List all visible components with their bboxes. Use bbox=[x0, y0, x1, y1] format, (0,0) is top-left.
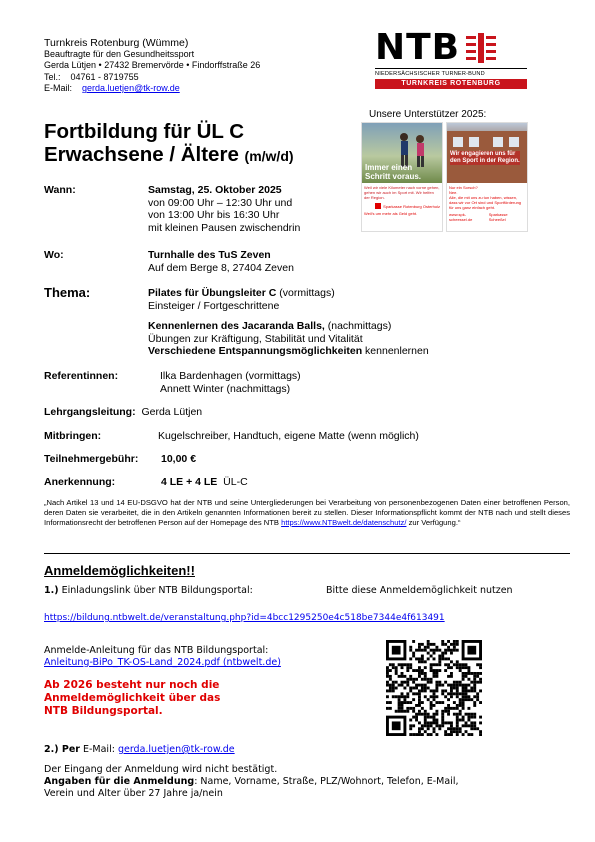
thema-2-title: Kennenlernen des Jacaranda Balls, bbox=[148, 320, 325, 332]
wo-address: Auf dem Berge 8, 27404 Zeven bbox=[148, 261, 294, 274]
email-label: E-Mail: bbox=[44, 83, 73, 94]
title-line1: Fortbildung für ÜL C bbox=[44, 120, 245, 143]
wann-time2: von 13:00 Uhr bis 16:30 Uhr bbox=[148, 209, 280, 221]
header-email-link[interactable]: gerda.luetjen@tk-row.de bbox=[82, 83, 180, 94]
section-divider bbox=[44, 553, 570, 554]
ad2-headline1: Wir engagieren uns für bbox=[450, 151, 516, 157]
ad2-body: Alle, die mit uns zu tun haben, wissen, dass wir vor Ort sind und Sportförderung für uns ganz einfach geht. bbox=[449, 195, 522, 210]
sponsor-ad-1 bbox=[361, 122, 443, 232]
ad1-brand: Sparkasse Rotenburg Osterholz bbox=[383, 203, 440, 209]
option-1-line bbox=[44, 585, 253, 597]
notice-line1: Ab 2026 besteht nur noch die bbox=[44, 679, 220, 691]
option-1-text: Einladungslink über NTB Bildungsportal: bbox=[58, 585, 253, 596]
sponsor-ad-2 bbox=[446, 122, 528, 232]
ad2-footer: www.spk-scheessel.de bbox=[449, 212, 473, 222]
referentinnen-list bbox=[160, 370, 301, 395]
qr-code-icon[interactable] bbox=[386, 640, 482, 736]
tel-label: Tel.: bbox=[44, 71, 61, 82]
ad2-brand: Sparkasse Scheeßel bbox=[488, 212, 508, 222]
wo-label: Wo: bbox=[44, 249, 64, 261]
ad1-headline1: Immer einen bbox=[365, 163, 413, 172]
option-1-number: 1.) bbox=[44, 585, 59, 596]
wo-details bbox=[148, 249, 294, 274]
ad1-headline2: Schritt voraus. bbox=[365, 172, 422, 181]
ntb-wordmark: NTB bbox=[375, 27, 461, 68]
fields-list-2: Verein und Alter über 27 Jahre ja/nein bbox=[44, 788, 223, 799]
thema-details bbox=[148, 287, 429, 358]
thema-1-title: Pilates für Übungsleiter C bbox=[148, 287, 277, 299]
ad2-line1: Nur ein Sorsch? bbox=[449, 185, 478, 190]
referentinnen-label: Referentinnen: bbox=[44, 370, 119, 382]
gebuehr-value: 10,00 € bbox=[161, 453, 197, 465]
anerkennung-le: 4 LE + 4 LE bbox=[161, 476, 218, 488]
option-2-line bbox=[44, 744, 235, 756]
wann-details bbox=[148, 184, 300, 234]
lehrgang-value: Gerda Lütjen bbox=[141, 406, 203, 418]
anerkennung-type: ÜL-C bbox=[223, 476, 248, 488]
anerkennung-label: Anerkennung: bbox=[44, 476, 116, 488]
wann-date: Samstag, 25. Oktober 2025 bbox=[148, 184, 282, 196]
option-2-email-link[interactable]: gerda.luetjen@tk-row.de bbox=[117, 744, 235, 755]
notice-2026 bbox=[44, 679, 220, 718]
ad1-body: Weil wir viele Kilometer nach vorne gehen, gehen wir auch im Sport mit. Wir helfen der Region. bbox=[364, 185, 440, 200]
mitbringen-label: Mitbringen: bbox=[44, 430, 102, 442]
fields-label: Angaben für die Anmeldung bbox=[44, 776, 195, 787]
wo-place: Turnhalle des TuS Zeven bbox=[148, 249, 271, 261]
gebuehr-label: Teilnehmergebühr: bbox=[44, 453, 139, 465]
ad1-text bbox=[362, 183, 442, 231]
portal-link[interactable]: https://bildung.ntbwelt.de/veranstaltung.php?id=4bcc1295250e4c518be7344e4f613491 bbox=[44, 613, 445, 623]
ad2-headline2: den Sport in der Region. bbox=[450, 158, 520, 164]
registration-heading: Anmeldemöglichkeiten!! bbox=[44, 563, 195, 578]
ntb-subtitle: NIEDERSÄCHSISCHER TURNER-BUND bbox=[375, 68, 527, 77]
thema-3-title: Verschiedene Entspannungsmöglichkeiten bbox=[148, 345, 363, 357]
option-2-label: E-Mail: bbox=[79, 744, 118, 755]
privacy-link[interactable]: https://www.NTBwelt.de/datenschutz/ bbox=[281, 518, 407, 527]
mitbringen-value: Kugelschreiber, Handtuch, eigene Matte (wenn möglich) bbox=[158, 430, 419, 442]
tel-line bbox=[44, 72, 260, 83]
thema-2-sub: Übungen zur Kräftigung, Stabilität und Vitalität bbox=[148, 332, 363, 345]
page-title bbox=[44, 120, 294, 168]
guide-link[interactable]: Anleitung-BiPo_TK-OS-Land_2024.pdf (ntbwelt.de) bbox=[44, 657, 281, 668]
sparkasse-logo-icon bbox=[375, 203, 381, 209]
privacy-end: zur Verfügung.“ bbox=[406, 518, 461, 527]
wann-label: Wann: bbox=[44, 184, 76, 196]
title-line2: Erwachsene / Ältere bbox=[44, 143, 239, 166]
runners-photo bbox=[362, 123, 442, 183]
lehrgang-label: Lehrgangsleitung: bbox=[44, 406, 136, 418]
referentin-2: Annett Winter (nachmittags) bbox=[160, 382, 291, 395]
ad2-line2: Nee. bbox=[449, 190, 458, 195]
org-address: Gerda Lütjen • 27432 Bremervörde • Findorffstraße 26 bbox=[44, 60, 261, 71]
portal-link-line bbox=[44, 612, 445, 624]
anerkennung-value bbox=[161, 476, 248, 489]
ad1-footer: Weil's um mehr als Geld geht. bbox=[364, 211, 418, 216]
referentin-1: Ilka Bardenhagen (vormittags) bbox=[160, 370, 301, 382]
privacy-text: „Nach Artikel 13 und 14 EU-DSGVO hat der NTB und seine Untergliederungen bei Verarbeitung von personenbezogenen Daten einer betroffenen Person, deren Daten sie verarbeitet, die in den Artikeln genannten Informationen bereit zu stellen. Dieser Informationspflicht kommt der NTB nach und stellt dieses Informationsrecht der betroffenen Person auf der Homepage des NTB bbox=[44, 498, 570, 527]
email-line bbox=[44, 83, 260, 94]
notice-line2: Anmeldemöglichkeit über das bbox=[44, 692, 221, 704]
confirm-note: Der Eingang der Anmeldung wird nicht bestätigt. bbox=[44, 764, 278, 775]
registration-info bbox=[44, 764, 570, 800]
lehrgang-row bbox=[44, 406, 202, 419]
guide-label: Anmelde-Anleitung für das NTB Bildungsportal: bbox=[44, 645, 269, 656]
thema-2-time: (nachmittags) bbox=[324, 320, 392, 332]
privacy-notice bbox=[44, 498, 570, 528]
ntb-logo-icon bbox=[466, 33, 496, 63]
building-photo bbox=[447, 123, 527, 183]
thema-3-rest: kennenlernen bbox=[362, 345, 429, 357]
title-suffix: (m/w/d) bbox=[244, 148, 294, 164]
ntb-logo bbox=[375, 27, 527, 89]
tel-value: 04761 - 8719755 bbox=[70, 71, 139, 82]
thema-label: Thema: bbox=[44, 285, 91, 300]
ad2-text bbox=[447, 183, 527, 231]
option-1-hint: Bitte diese Anmeldemöglichkeit nutzen bbox=[326, 585, 513, 596]
org-name: Turnkreis Rotenburg (Wümme) bbox=[44, 37, 189, 49]
supporters-label: Unsere Unterstützer 2025: bbox=[369, 109, 487, 120]
option-2-number: 2.) Per bbox=[44, 744, 80, 755]
notice-line3: NTB Bildungsportal. bbox=[44, 705, 163, 717]
fields-list: : Name, Vorname, Straße, PLZ/Wohnort, Telefon, E-Mail, bbox=[194, 776, 459, 787]
guide-block bbox=[44, 645, 281, 669]
wann-note: mit kleinen Pausen zwischendrin bbox=[148, 221, 301, 234]
sender-block bbox=[44, 37, 260, 95]
thema-1-sub: Einsteiger / Fortgeschrittene bbox=[148, 299, 280, 312]
wann-time1: von 09:00 Uhr – 12:30 Uhr und bbox=[148, 196, 293, 209]
org-role: Beauftragte für den Gesundheitssport bbox=[44, 49, 195, 59]
thema-1-time: (vormittags) bbox=[276, 287, 335, 299]
turnkreis-bar: TURNKREIS ROTENBURG bbox=[375, 79, 527, 89]
